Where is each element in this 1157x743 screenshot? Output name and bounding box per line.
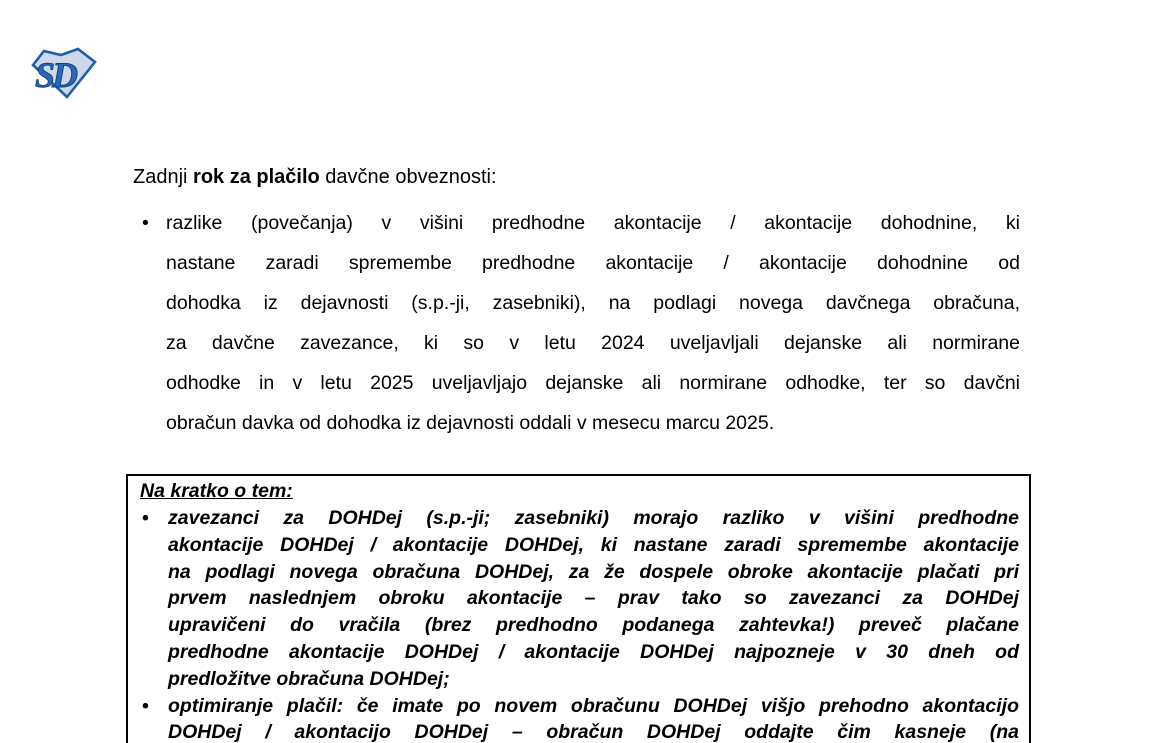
heading — [133, 165, 833, 189]
info-line: predhodne akontacije DOHDej / akontacije DOHDej najpozneje v 30 dneh od — [168, 640, 1019, 663]
info-line: optimiranje plačil: če imate po novem obračunu DOHDej višjo prehodno akontacijo — [168, 694, 1019, 717]
info-box-bullet-1 — [138, 505, 1019, 693]
paragraph-line: obračun davka od dohodka iz dejavnosti oddali v mesecu marcu 2025. — [166, 412, 775, 434]
bullet-marker: • — [142, 694, 149, 717]
info-line: predložitve obračuna DOHDej; — [168, 667, 450, 690]
heading-text-before: Zadnji — [133, 166, 194, 188]
bullet-marker: • — [142, 212, 149, 234]
paragraph-line: za davčne zavezance, ki so v letu 2024 uveljavljali dejanske ali normirane — [166, 332, 1020, 354]
info-bullet-lines — [168, 505, 1019, 693]
info-line: DOHDej / akontacijo DOHDej – obračun DOHDej oddajte čim kasneje (na — [168, 721, 1019, 743]
paragraph-line: dohodka iz dejavnosti (s.p.-ji, zasebniki), na podlagi novega davčnega obračuna, — [166, 292, 1020, 314]
info-line: prvem naslednjem obroku akontacije – prav tako so zavezanci za DOHDej — [168, 587, 1019, 610]
info-line: akontacije DOHDej / akontacije DOHDej, ki nastane zaradi spremembe akontacije — [168, 533, 1019, 556]
info-box-title: Na kratko o tem: — [140, 480, 293, 502]
logo-letters: SD — [35, 55, 76, 95]
sd-logo — [30, 46, 98, 100]
paragraph-line: odhodke in v letu 2025 uveljavljajo dejanske ali normirane odhodke, ter so davčni — [166, 372, 1020, 394]
paragraph-line: nastane zaradi spremembe predhodne akontacije / akontacije dohodnine od — [166, 252, 1020, 274]
bullet-paragraph-lines — [166, 203, 1020, 443]
paragraph-line: razlike (povečanja) v višini predhodne akontacije / akontacije dohodnine, ki — [166, 212, 1020, 234]
info-line: zavezanci za DOHDej (s.p.-ji; zasebniki) morajo razliko v višini predhodne — [168, 507, 1019, 529]
info-line: upravičeni do vračila (brez predhodno podanega zahtevka!) preveč plačane — [168, 614, 1019, 637]
heading-bold-text: rok za plačilo — [193, 166, 320, 188]
bullet-marker: • — [142, 507, 149, 529]
deadline-bullet-paragraph — [142, 203, 1020, 443]
info-line: na podlagi novega obračuna DOHDej, za že dospele obroke akontacije plačati pri — [168, 560, 1019, 583]
heading-text-after: davčne obveznosti: — [319, 166, 497, 188]
info-box — [126, 474, 1031, 743]
info-box-bullet-2 — [138, 693, 1019, 743]
info-bullet-lines — [168, 693, 1019, 743]
